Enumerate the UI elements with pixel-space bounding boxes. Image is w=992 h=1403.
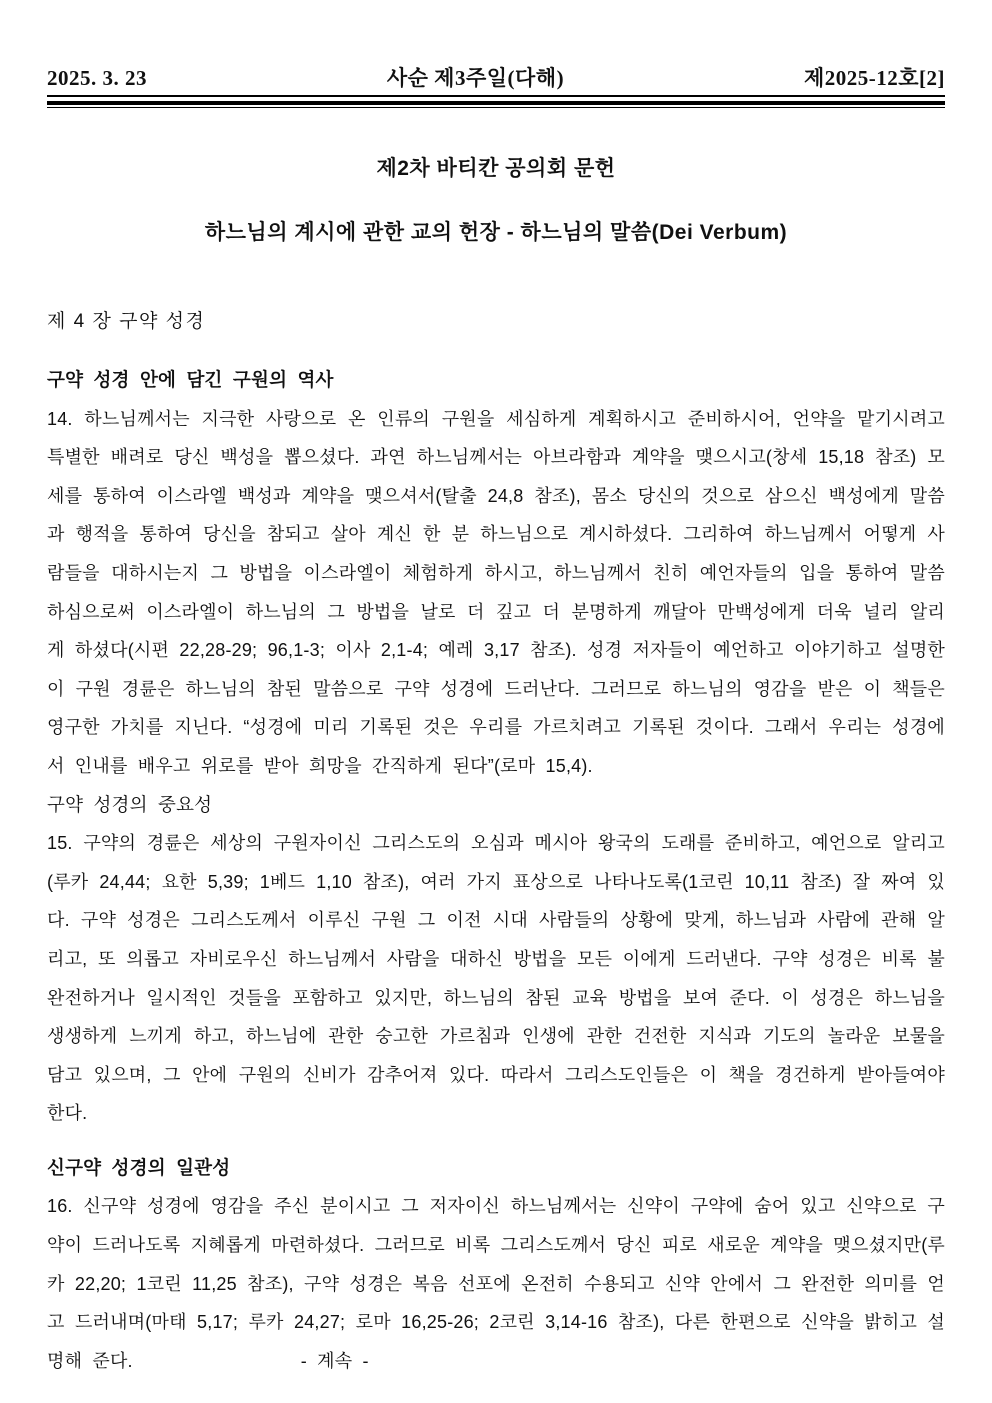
header-date: 2025. 3. 23 [47,66,147,90]
continuation-marker: - 계속 - [300,1350,369,1371]
paragraph-15: 15. 구약의 경륜은 세상의 구원자이신 그리스도의 오심과 메시아 왕국의 도래를 준비하고, 예언으로 알리고(루카 24,44; 요한 5,39; 1베드 1,10 참조), 여러 가지 표상으로 나타나도록(1코린 10,11 참조) 잘 짜여 있다. 구약 성경은 그리스도께서 이루신 구원 그 이전 시대 사람들의 상황에 맞게, 하느님과 사람에 관해 알리고, 또 의롭고 자비로우신 하느님께서 사람을 대하신 방법을 모든 이에게 드러낸다. 구약 성경은 비록 불완전하거나 일시적인 것들을 포함하고 있지만, 하느님의 참된 교육 방법을 보여 준다. 이 성경은 하느님을 생생하게 느끼게 하고, 하느님에 관한 숭고한 가르침과 인생에 관한 건전한 지식과 기도의 놀라운 보물을 담고 있으며, 그 안에 구원의 신비가 감추어져 있다. 따라서 그리스도인들은 이 책을 경건하게 받아들여야 한다. [47,833,945,1124]
section-heading-salvation-history: 구약 성경 안에 담긴 구원의 역사 [47,369,334,390]
chapter-heading: 제 4 장 구약 성경 [47,311,206,332]
header-rule-thick [47,101,945,105]
header-issue-number: 제2025-12호[2] [803,66,945,90]
header-rule-thin [47,107,945,108]
paragraph-16 [47,1187,945,1380]
document-title: 제2차 바티칸 공의회 문헌 [376,157,616,180]
paragraph-14: 14. 하느님께서는 지극한 사랑으로 온 인류의 구원을 세심하게 계획하시고 준비하시어, 언약을 맡기시려고 특별한 배려로 당신 백성을 뽑으셨다. 과연 하느님께서는 아브라함과 계약을 맺으시고(창세 15,18 참조) 모세를 통하여 이스라엘 백성과 계약을 맺으셔서(탈출 24,8 참조), 몸소 당신의 것으로 삼으신 백성에게 말씀과 행적을 통하여 당신을 참되고 살아 계신 한 분 하느님으로 계시하셨다. 그리하여 하느님께서 어떻게 사람들을 대하시는지 그 방법을 이스라엘이 체험하게 하시고, 하느님께서 친히 예언자들의 입을 통하여 말씀하심으로써 이스라엘이 하느님의 그 방법을 날로 더 깊고 더 분명하게 깨달아 만백성에게 더욱 널리 알리게 하셨다(시편 22,28-29; 96,1-3; 이사 2,1-4; 예레 3,17 참조). 성경 저자들이 예언하고 이야기하고 설명한 이 구원 경륜은 하느님의 참된 말씀으로 구약 성경에 드러난다. 그러므로 하느님의 영감을 받은 이 책들은 영구한 가치를 지닌다. “성경에 미리 기록된 것은 우리를 가르치려고 기록된 것이다. 그래서 우리는 성경에서 인내를 배우고 위로를 받아 희망을 간직하게 된다”(로마 15,4). [47,408,945,776]
paragraph-16-text: 16. 신구약 성경에 영감을 주신 분이시고 그 저자이신 하느님께서는 신약이 구약에 숨어 있고 신약으로 구약이 드러나도록 지혜롭게 마련하셨다. 그러므로 비록 그리스도께서 당신 피로 새로운 계약을 맺으셨지만(루카 22,20; 1코린 11,25 참조), 구약 성경은 복음 선포에 온전히 수용되고 신약 안에서 그 완전한 의미를 얻고 드러내며(마태 5,17; 루카 24,27; 로마 16,25-26; 2코린 3,14-16 참조), 다른 한편으로 신약을 밝히고 설명해 준다. [47,1196,945,1371]
section-heading-unity-of-testaments: 신구약 성경의 일관성 [47,1156,231,1178]
page-header [47,62,945,97]
document-body [47,361,945,1380]
section-heading-ot-importance: 구약 성경의 중요성 [47,793,213,815]
header-feast-title: 사순 제3주일(다해) [386,66,565,90]
document-subtitle: 하느님의 계시에 관한 교의 헌장 - 하느님의 말씀(Dei Verbum) [204,221,788,244]
